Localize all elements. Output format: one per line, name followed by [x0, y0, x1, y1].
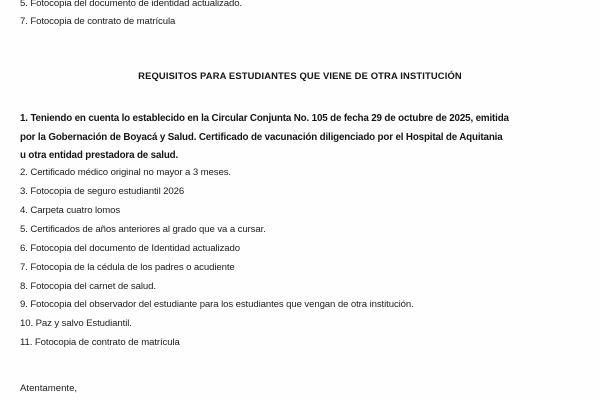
section-heading: REQUISITOS PARA ESTUDIANTES QUE VIENE DE OTRA INSTITUCIÓN: [138, 70, 462, 81]
requirement-item-2: 2. Certificado médico original no mayor a 3 meses.: [20, 167, 231, 178]
requirement-item-1-line: u otra entidad prestadora de salud.: [20, 150, 179, 161]
list-item-prev-7: 7. Fotocopia de contrato de matrícula: [20, 16, 176, 27]
requirement-item-1-line: por la Gobernación de Boyacá y Salud. Certificado de vacunación diligenciado por el Hospital de Aquitania: [20, 131, 503, 143]
requirement-item-3: 3. Fotocopia de seguro estudiantil 2026: [20, 186, 185, 197]
requirement-item-4: 4. Carpeta cuatro lomos: [20, 205, 121, 216]
requirement-item-1: [20, 110, 580, 166]
closing-salutation: Atentamente,: [20, 383, 78, 394]
requirement-item-10: 10. Paz y salvo Estudiantil.: [20, 318, 132, 329]
requirement-item-9: 9. Fotocopia del observador del estudiante para los estudiantes que vengan de otra institución.: [20, 299, 414, 310]
requirement-item-11: 11. Fotocopia de contrato de matrícula: [20, 337, 180, 348]
requirement-item-8: 8. Fotocopia del carnet de salud.: [20, 281, 156, 292]
requirement-item-5: 5. Certificados de años anteriores al grado que va a cursar.: [20, 224, 266, 235]
requirement-item-7: 7. Fotocopia de la cédula de los padres o acudiente: [20, 262, 235, 273]
requirement-item-1-line: 1. Teniendo en cuenta lo establecido en la Circular Conjunta No. 105 de fecha 29 de octubre de 2025, emitida: [20, 113, 509, 124]
requirement-item-6: 6. Fotocopia del documento de Identidad actualizado: [20, 243, 240, 254]
list-item-prev-5: 5. Fotocopia del documento de identidad actualizado.: [20, 0, 243, 9]
